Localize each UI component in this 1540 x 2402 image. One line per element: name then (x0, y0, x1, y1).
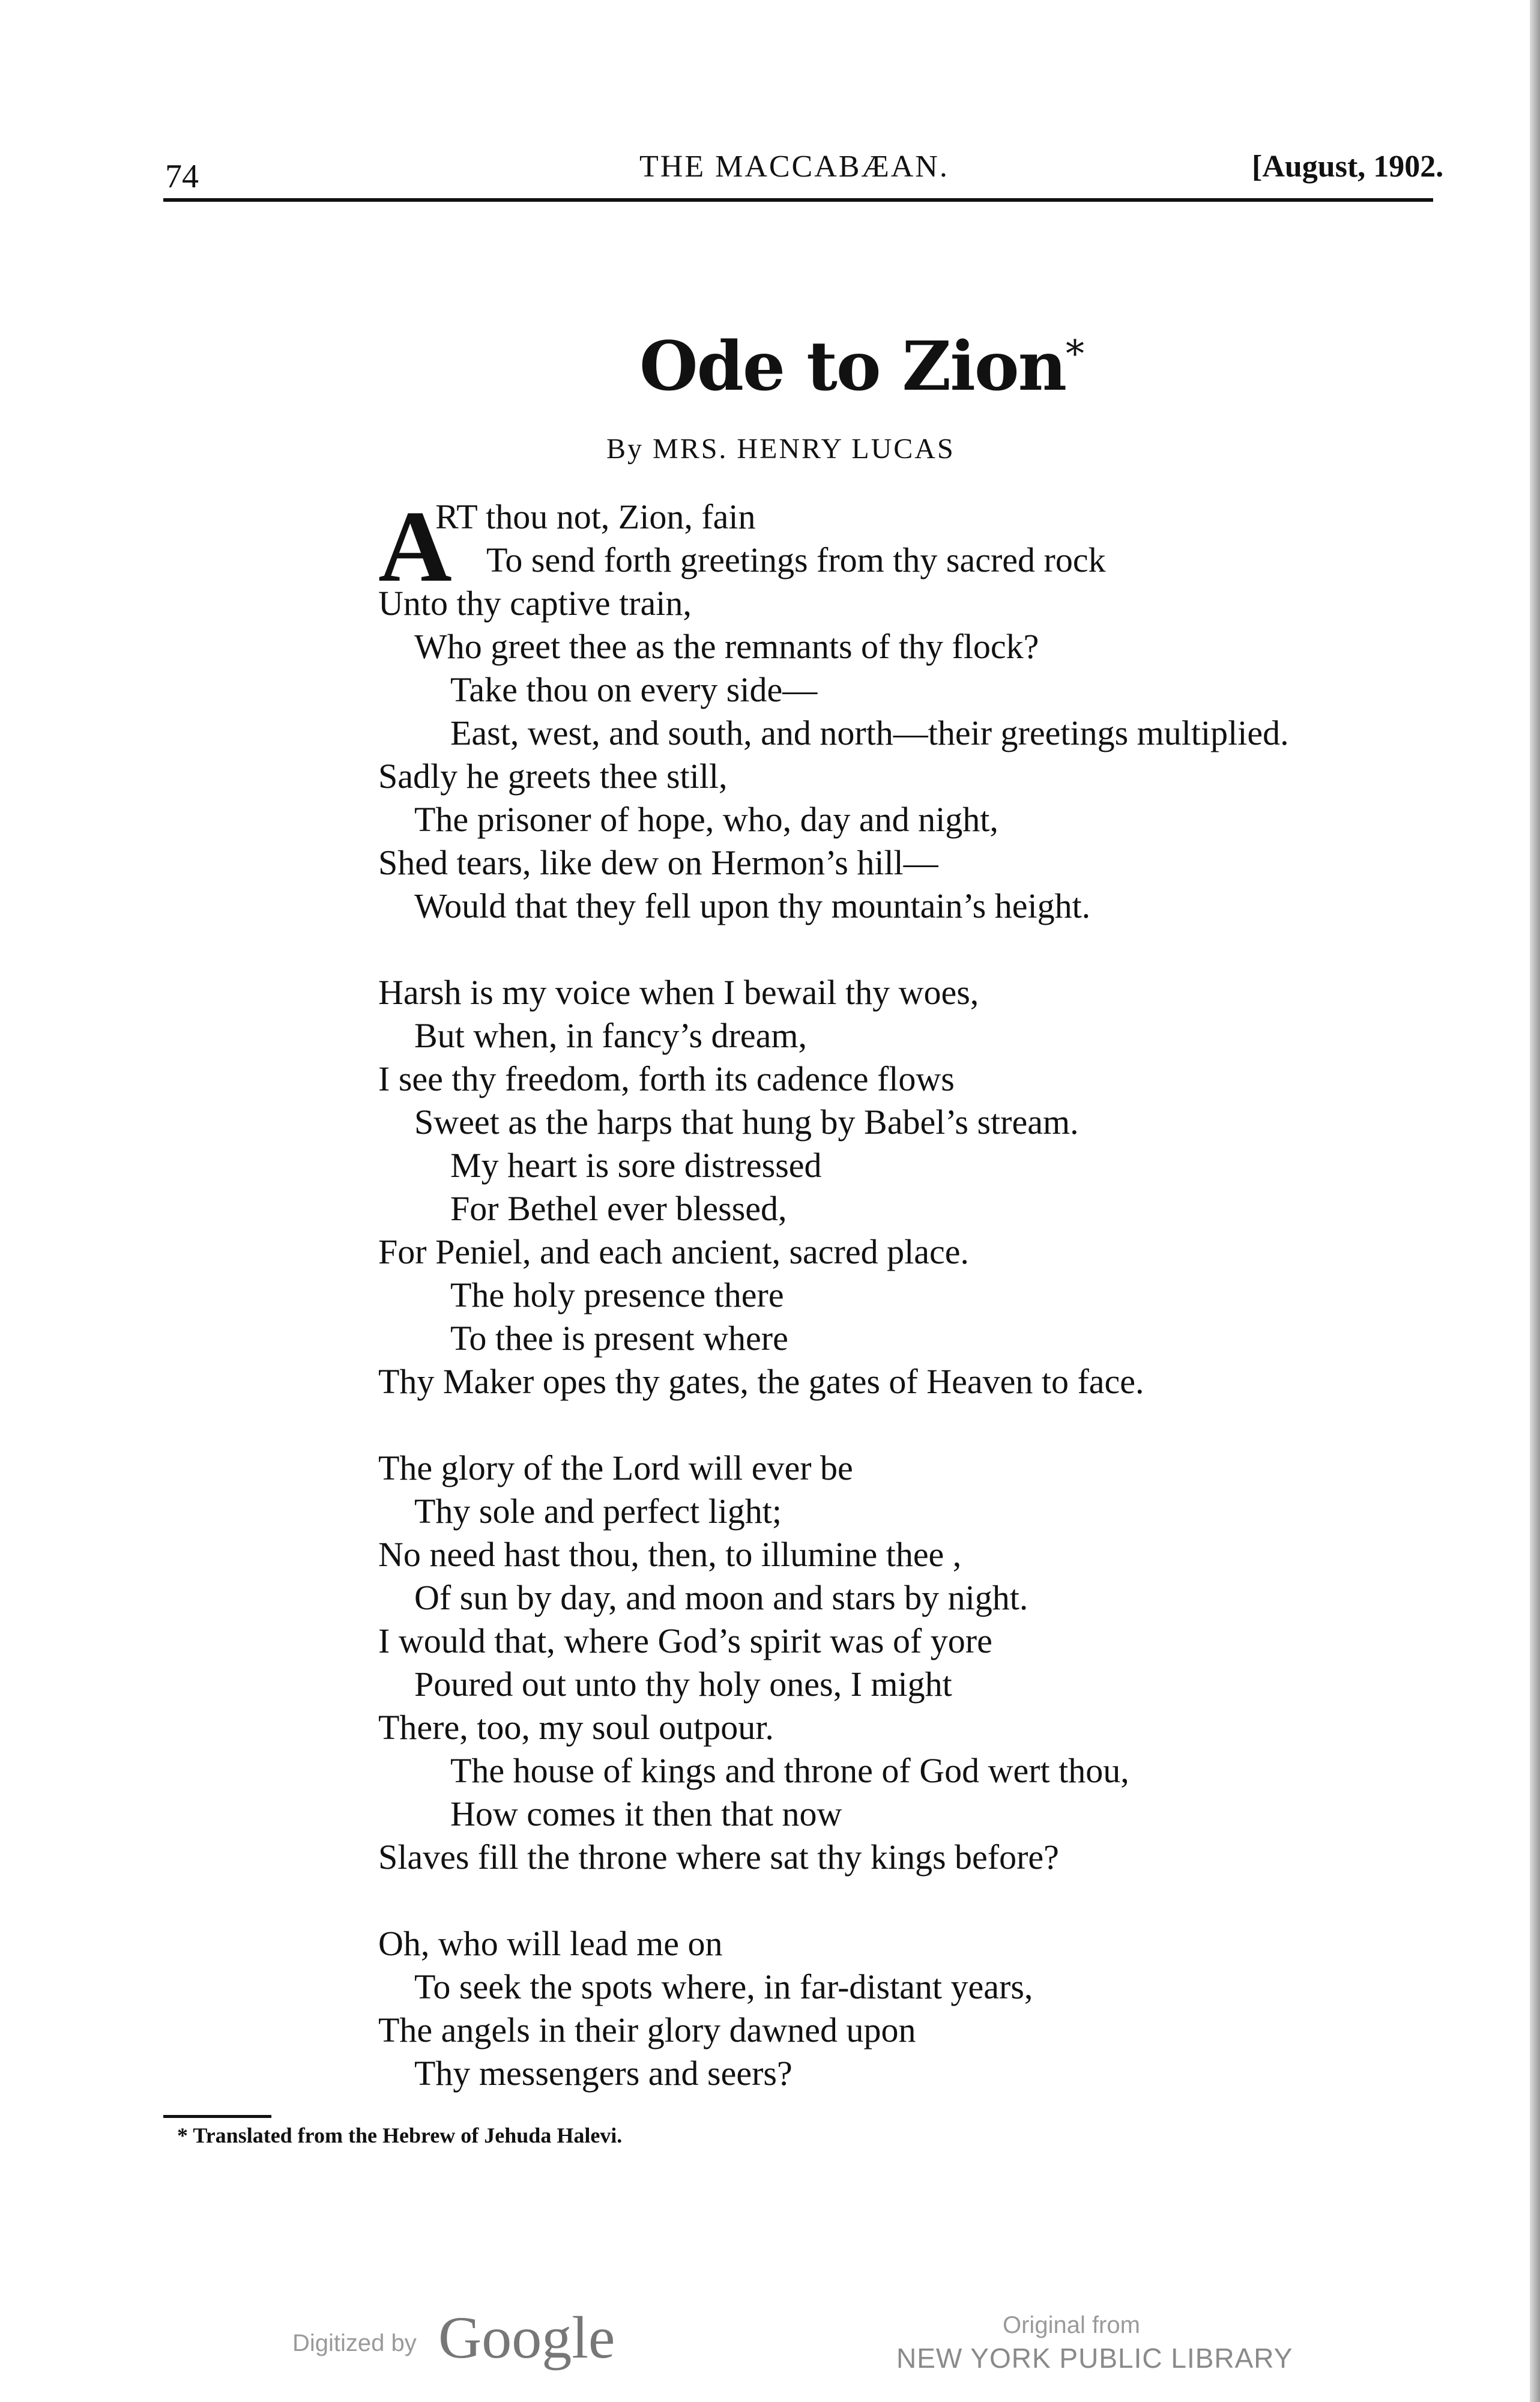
poem-line: The angels in their glory dawned upon (378, 2010, 916, 2050)
library-name: NEW YORK PUBLIC LIBRARY (896, 2343, 1293, 2374)
scan-edge-shadow (1530, 0, 1540, 2402)
poem-line: I would that, where God’s spirit was of yore (378, 1621, 992, 1660)
poem-line: Sweet as the harps that hung by Babel’s stream. (414, 1103, 1079, 1142)
poem-line: Would that they fell upon thy mountain’s height. (414, 886, 1091, 925)
title-footnote-mark: * (1066, 331, 1083, 376)
poem-line: To thee is present where (450, 1319, 788, 1358)
poem-line: Shed tears, like dew on Hermon’s hill— (378, 843, 938, 882)
poem-line: RT thou not, Zion, fain (435, 497, 756, 536)
poem-line: Thy sole and perfect light; (414, 1492, 782, 1531)
byline: By MRS. HENRY LUCAS (606, 433, 955, 465)
page-number: 74 (165, 158, 199, 195)
poem-line: The glory of the Lord will ever be (378, 1448, 853, 1487)
poem-line: For Bethel ever blessed, (450, 1189, 787, 1228)
poem-line: Unto thy captive train, (378, 584, 692, 623)
poem-line: Sadly he greets thee still, (378, 757, 728, 796)
drop-cap: A (378, 490, 452, 603)
poem-line: To seek the spots where, in far-distant years, (414, 1967, 1033, 2006)
digitized-by-label: Digitized by (292, 2330, 417, 2356)
poem-line: Oh, who will lead me on (378, 1924, 723, 1963)
poem-line: Who greet thee as the remnants of thy flock? (414, 627, 1039, 666)
poem-line: No need hast thou, then, to illumine thee , (378, 1535, 962, 1574)
poem-line: For Peniel, and each ancient, sacred place. (378, 1232, 969, 1271)
poem-line: Poured out unto thy holy ones, I might (414, 1665, 952, 1704)
poem-line: My heart is sore distressed (450, 1146, 822, 1185)
poem-title (639, 327, 1083, 406)
poem-line: How comes it then that now (450, 1794, 842, 1833)
footnote: * Translated from the Hebrew of Jehuda Halevi. (177, 2123, 623, 2147)
header-rule (163, 198, 1433, 202)
google-logo: Google (438, 2304, 615, 2371)
poem-line: The holy presence there (450, 1275, 784, 1314)
poem-line: Thy Maker opes thy gates, the gates of Heaven to face. (378, 1362, 1144, 1401)
poem-line: Of sun by day, and moon and stars by night. (414, 1578, 1028, 1617)
poem-line: The house of kings and throne of God wert thou, (450, 1751, 1129, 1790)
poem-line: But when, in fancy’s dream, (414, 1016, 807, 1055)
original-from-label: Original from (1003, 2312, 1140, 2338)
footnote-rule (163, 2115, 271, 2118)
poem-line: East, west, and south, and north—their greetings multiplied. (450, 713, 1289, 752)
poem-line: The prisoner of hope, who, day and night, (414, 800, 998, 839)
poem-line: There, too, my soul outpour. (378, 1708, 774, 1747)
poem-title-text: Ode to Zion (639, 327, 1066, 406)
poem-line: Thy messengers and seers? (414, 2054, 793, 2093)
running-title: THE MACCABÆAN. (639, 150, 949, 184)
poem-line: I see thy freedom, forth its cadence flows (378, 1059, 955, 1098)
running-date: [August, 1902. (1252, 150, 1444, 184)
poem-line: Harsh is my voice when I bewail thy woes, (378, 973, 979, 1012)
poem-line: To send forth greetings from thy sacred rock (486, 540, 1106, 579)
poem-line: Take thou on every side— (450, 670, 818, 709)
poem-line: Slaves fill the throne where sat thy kings before? (378, 1838, 1059, 1877)
